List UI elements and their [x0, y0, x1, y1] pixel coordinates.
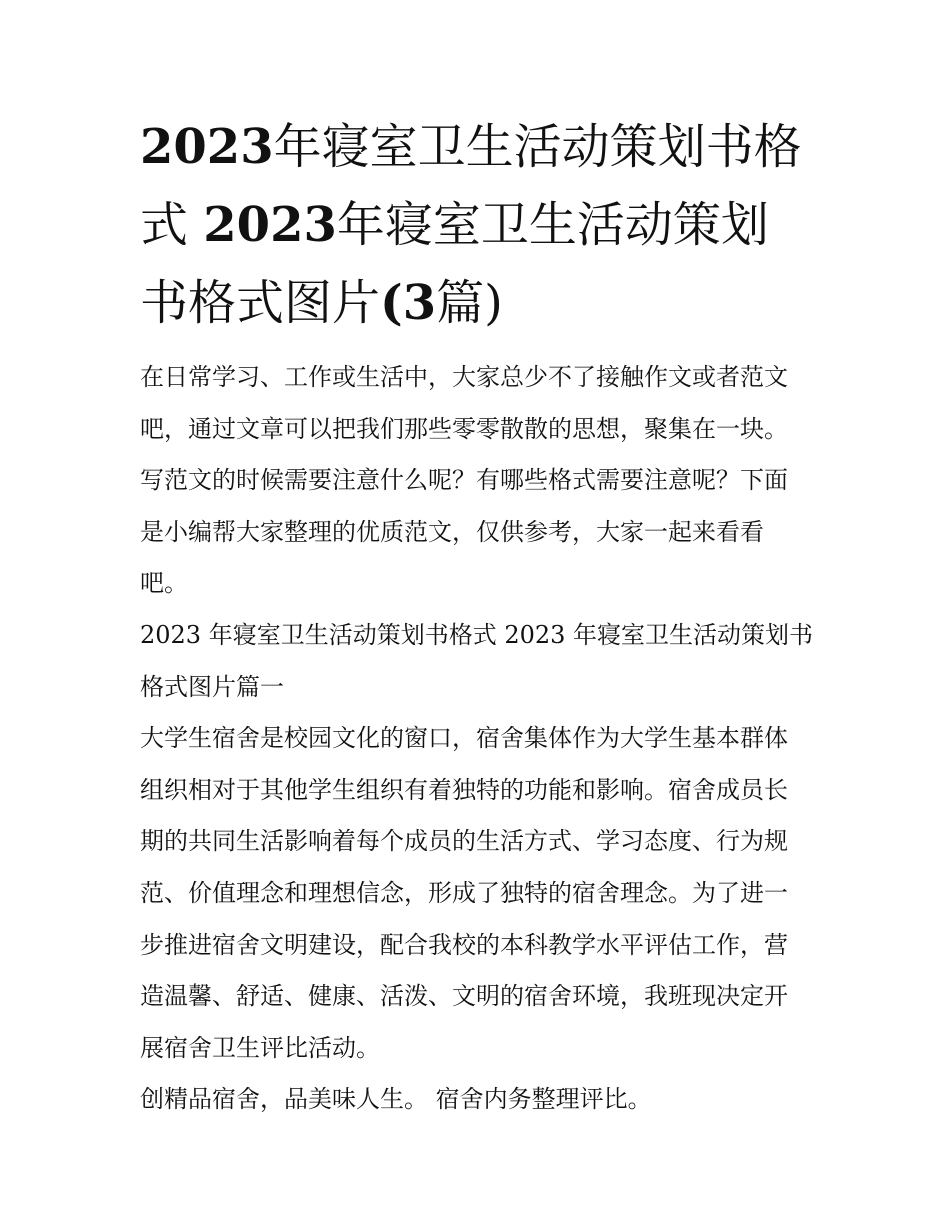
paragraph-line: 范、价值理念和理想信念，形成了独特的宿舍理念。为了进一: [140, 878, 788, 907]
paragraph-line: 创精品宿舍，品美味人生。 宿舍内务整理评比。: [140, 1085, 652, 1114]
paragraph-line: 写范文的时候需要注意什么呢？有哪些格式需要注意呢？下面: [140, 466, 788, 495]
section-heading-line: 2023 年寝室卫生活动策划书格式 2023 年寝室卫生活动策划书: [140, 620, 814, 649]
paragraph-line: 造温馨、舒适、健康、活泼、文明的宿舍环境，我班现决定开: [140, 982, 788, 1011]
title-text: 书格式图片: [140, 275, 381, 331]
paragraph-line: 是小编帮大家整理的优质范文，仅供参考，大家一起来看看: [140, 517, 764, 546]
section-heading-line: 格式图片篇一: [140, 672, 284, 701]
title-count: (3: [380, 275, 437, 331]
title-line-3: [140, 264, 820, 342]
paragraph-line: 步推进宿舍文明建设，配合我校的本科教学水平评估工作，营: [140, 930, 788, 959]
paragraph-line: 大学生宿舍是校园文化的窗口，宿舍集体作为大学生基本群体: [140, 724, 788, 753]
title-year: 2023: [140, 119, 274, 175]
title-text: 年寝室卫生活动策划书格: [273, 119, 802, 175]
title-line-1: [140, 108, 820, 186]
document-body: [140, 352, 820, 1126]
title-text: 篇): [436, 275, 503, 331]
title-line-2: [140, 186, 820, 264]
paragraph-line: 展宿舍卫生评比活动。: [140, 1033, 380, 1062]
document-title: [140, 108, 820, 342]
paragraph-line: 期的共同生活影响着每个成员的生活方式、学习态度、行为规: [140, 827, 788, 856]
title-text: 式: [140, 197, 204, 253]
paragraph-line: 吧。: [140, 569, 188, 598]
paragraph-line: 在日常学习、工作或生活中，大家总少不了接触作文或者范文: [140, 363, 788, 391]
paragraph-line: 组织相对于其他学生组织有着独特的功能和影响。宿舍成员长: [140, 775, 788, 804]
title-year: 2023: [203, 197, 337, 253]
title-text: 年寝室卫生活动策划: [336, 197, 769, 253]
paragraph-line: 吧，通过文章可以把我们那些零零散散的思想，聚集在一块。: [140, 414, 788, 443]
